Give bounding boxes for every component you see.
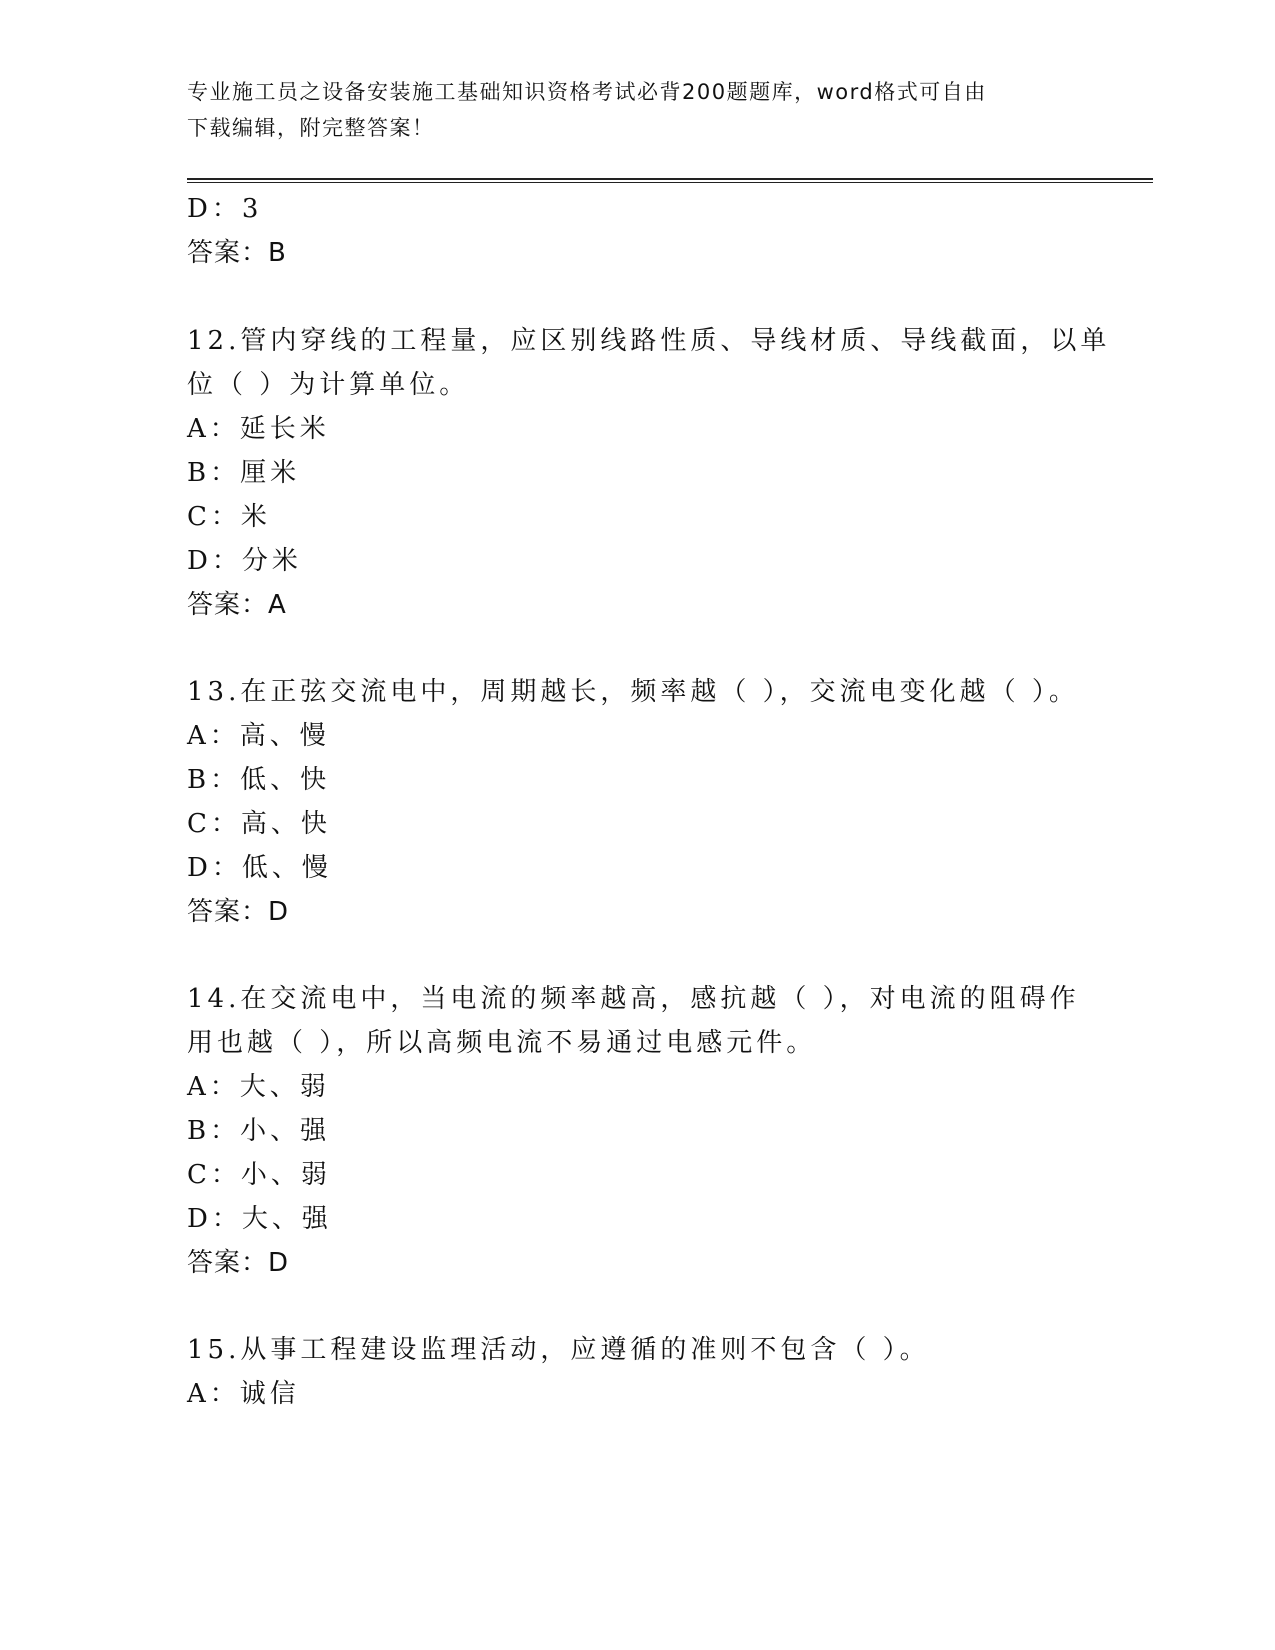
question-14-line-2: 用也越（ ），所以高频电流不易通过电感元件。 — [187, 1028, 817, 1058]
question-12-option-d: D：分米 — [187, 546, 302, 576]
header-line-1: 专业施工员之设备安装施工基础知识资格考试必背200题题库，word格式可自由 — [187, 80, 987, 104]
question-12-option-b: B：厘米 — [187, 458, 301, 488]
question-14-answer: 答案：D — [187, 1248, 290, 1278]
question-12-line-2: 位（ ）为计算单位。 — [187, 370, 470, 400]
question-12-line-1: 12.管内穿线的工程量，应区别线路性质、导线材质、导线截面，以单 — [187, 326, 1111, 356]
header-divider-thick — [187, 178, 1153, 180]
question-13-answer: 答案：D — [187, 897, 290, 927]
question-13-text: 13.在正弦交流电中，周期越长，频率越（ ），交流电变化越（ ）。 — [187, 677, 1079, 707]
question-13-option-a: A：高、慢 — [187, 721, 330, 751]
header-divider-thin — [187, 182, 1153, 183]
question-14-line-1: 14.在交流电中，当电流的频率越高，感抗越（ ），对电流的阻碍作 — [187, 984, 1080, 1014]
question-14-option-a: A：大、弱 — [187, 1072, 330, 1102]
question-12-answer: 答案：A — [187, 590, 287, 620]
answer-line: 答案：B — [187, 238, 287, 268]
question-13-option-b: B：低、快 — [187, 765, 331, 795]
question-15-text: 15.从事工程建设监理活动，应遵循的准则不包含（ ）。 — [187, 1335, 930, 1365]
question-12-option-a: A：延长米 — [187, 414, 330, 444]
question-13-option-c: C：高、快 — [187, 809, 331, 839]
question-14-option-d: D：大、强 — [187, 1204, 332, 1234]
document-header — [187, 74, 1067, 146]
question-12-option-c: C：米 — [187, 502, 271, 532]
question-14-option-c: C：小、弱 — [187, 1160, 331, 1190]
question-13-option-d: D：低、慢 — [187, 853, 332, 883]
option-d: D：3 — [187, 194, 263, 224]
question-14-option-b: B：小、强 — [187, 1116, 331, 1146]
question-15-option-a: A：诚信 — [187, 1379, 300, 1409]
header-line-2: 下载编辑，附完整答案！ — [187, 116, 435, 140]
